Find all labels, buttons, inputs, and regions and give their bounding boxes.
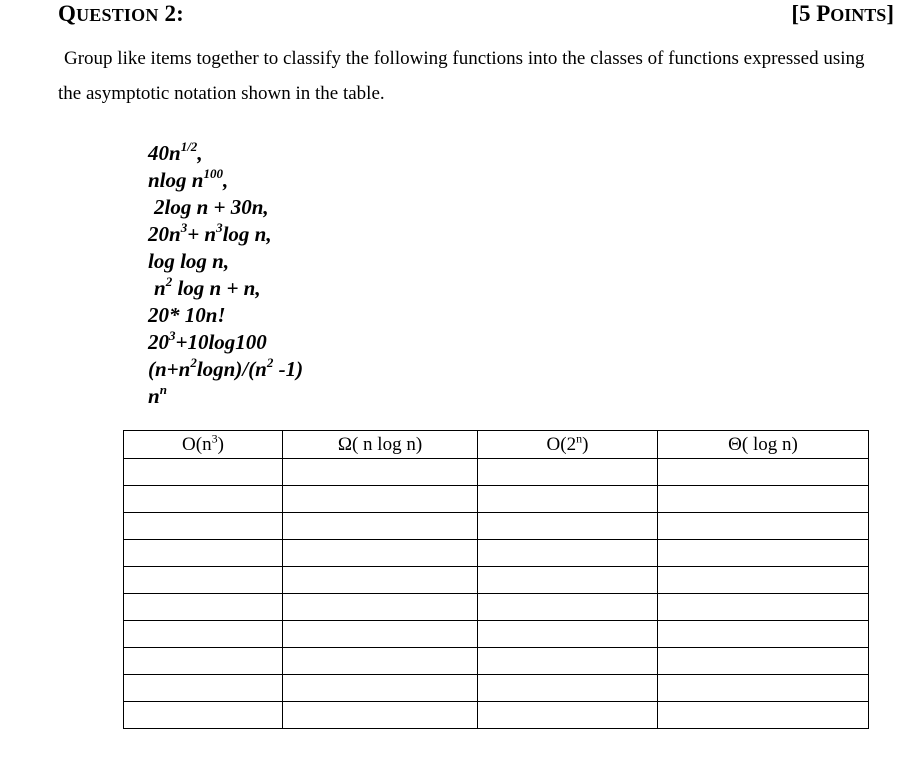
- answer-cell[interactable]: [478, 486, 658, 513]
- answer-cell[interactable]: [283, 540, 478, 567]
- answer-cell[interactable]: [283, 594, 478, 621]
- answer-cell[interactable]: [658, 540, 869, 567]
- answer-cell[interactable]: [283, 621, 478, 648]
- function-item: 2log n + 30n,: [154, 195, 269, 219]
- instruction-line-1: Group like items together to classify the following functions into the classes of functions expressed using: [64, 48, 865, 69]
- function-item: $40n^{1/2}$,: [148, 139, 203, 165]
- function-item: $20^3+10\log 100$: [148, 328, 267, 354]
- answer-cell[interactable]: [124, 513, 283, 540]
- table-row: [124, 486, 869, 513]
- answer-cell[interactable]: [124, 594, 283, 621]
- question-points: [5 POINTS]: [791, 1, 894, 26]
- answer-cell[interactable]: [658, 621, 869, 648]
- answer-cell[interactable]: [478, 540, 658, 567]
- answer-cell[interactable]: [658, 702, 869, 729]
- answer-cell[interactable]: [283, 648, 478, 675]
- answer-cell[interactable]: [124, 648, 283, 675]
- answer-cell[interactable]: [283, 486, 478, 513]
- answer-cell[interactable]: [478, 648, 658, 675]
- answer-cell[interactable]: [283, 567, 478, 594]
- answer-cell[interactable]: [478, 567, 658, 594]
- answer-cell[interactable]: [124, 702, 283, 729]
- header-theta-log-n: Θ( log n): [658, 431, 869, 459]
- function-item: nlog $n^{100}$,: [148, 166, 229, 192]
- table-row: [124, 540, 869, 567]
- answer-cell[interactable]: [124, 459, 283, 486]
- answer-cell[interactable]: [478, 621, 658, 648]
- function-list: [148, 140, 303, 410]
- answer-cell[interactable]: [658, 675, 869, 702]
- answer-cell[interactable]: [478, 675, 658, 702]
- function-item: $20n^3+ n^3\log$ n,: [148, 220, 272, 246]
- answer-cell[interactable]: [658, 594, 869, 621]
- answer-cell[interactable]: [283, 513, 478, 540]
- answer-cell[interactable]: [124, 540, 283, 567]
- answer-cell[interactable]: [283, 459, 478, 486]
- function-item: $n^2$ log n + n,: [154, 274, 261, 300]
- table-header-row: [124, 431, 869, 459]
- table-row: [124, 567, 869, 594]
- header-big-o-n-cubed: $O(n^3)$: [124, 431, 283, 459]
- header-omega-n-log-n: Ω( n log n): [283, 431, 478, 459]
- answer-cell[interactable]: [283, 702, 478, 729]
- answer-cell[interactable]: [658, 567, 869, 594]
- answer-cell[interactable]: [478, 513, 658, 540]
- function-item: log log n,: [148, 249, 230, 273]
- table-row: [124, 702, 869, 729]
- table-row: [124, 594, 869, 621]
- function-item: $n^n$: [148, 382, 167, 408]
- instruction-line-2: the asymptotic notation shown in the table.: [58, 83, 385, 104]
- answer-cell[interactable]: [124, 621, 283, 648]
- answer-cell[interactable]: [124, 567, 283, 594]
- answer-cell[interactable]: [658, 648, 869, 675]
- table-row: [124, 675, 869, 702]
- answer-cell[interactable]: [478, 594, 658, 621]
- table-row: [124, 648, 869, 675]
- table-row: [124, 513, 869, 540]
- answer-cell[interactable]: [478, 459, 658, 486]
- table-row: [124, 459, 869, 486]
- answer-cell[interactable]: [658, 513, 869, 540]
- answer-cell[interactable]: [658, 486, 869, 513]
- answer-cell[interactable]: [658, 459, 869, 486]
- answer-cell[interactable]: [124, 486, 283, 513]
- function-item: $(n+n^2\log n)/(n^2$ -1): [148, 355, 304, 381]
- question-title: QUESTION 2:: [58, 1, 185, 26]
- table-row: [124, 621, 869, 648]
- function-item: 20* 10n!: [148, 303, 226, 327]
- classification-table: [123, 430, 869, 729]
- answer-cell[interactable]: [283, 675, 478, 702]
- table-body: [124, 459, 869, 729]
- answer-cell[interactable]: [478, 702, 658, 729]
- header-big-o-2-to-n: O(2$^n$): [478, 431, 658, 459]
- answer-cell[interactable]: [124, 675, 283, 702]
